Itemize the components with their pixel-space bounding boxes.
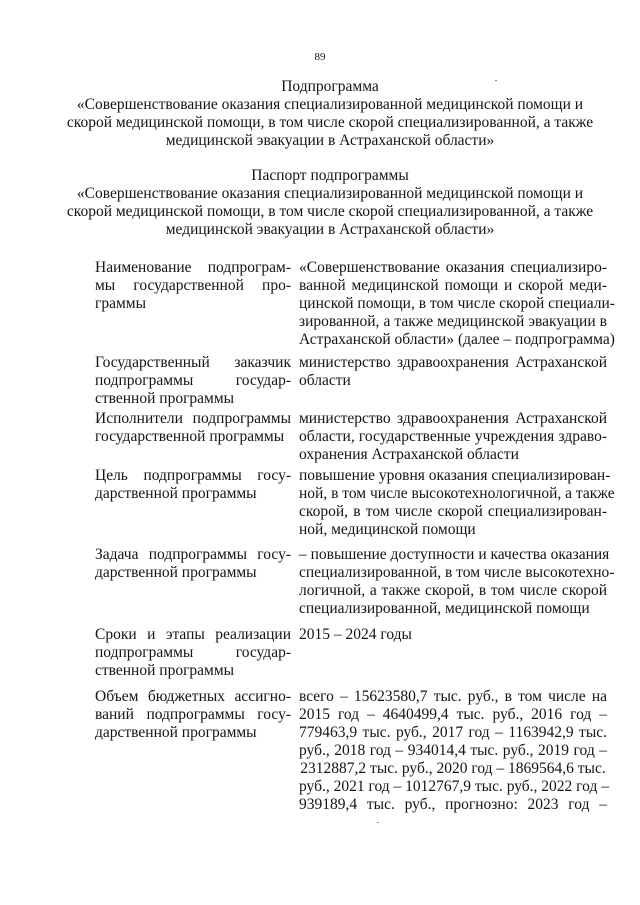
label-line: подпрограммы государ- xyxy=(95,372,291,389)
value-line: 2015 год – 4640499,4 тыс. руб., 2016 год – xyxy=(299,706,607,723)
value-line: области xyxy=(299,372,351,389)
passport-name-line: медицинской эвакуации в Астраханской области» xyxy=(165,221,495,238)
value-line: Астраханской области» (далее – подпрограмма) xyxy=(299,331,615,348)
value-line: специализированной, в том числе высокотехно- xyxy=(299,564,615,581)
label-line: Цель подпрограммы госу- xyxy=(95,467,291,484)
page-number: 89 xyxy=(314,51,326,63)
value-line: ной, в том числе высокотехнологичной, а также xyxy=(299,485,615,502)
row-label xyxy=(95,354,291,408)
subprogram-name-line: «Совершенствование оказания специализированной медицинской помощи и xyxy=(76,96,584,113)
row-label xyxy=(95,688,291,742)
passport-name-line: «Совершенствование оказания специализированной медицинской помощи и xyxy=(76,185,584,202)
label-line: Исполнители подпрограммы xyxy=(95,410,291,427)
subprogram-name-line: медицинской эвакуации в Астраханской области» xyxy=(165,132,495,149)
value-line: цинской помощи, в том числе скорой специали- xyxy=(299,295,615,312)
row-value xyxy=(299,626,607,644)
scan-speck xyxy=(377,822,379,823)
value-line: повышение уровня оказания специализирован- xyxy=(299,467,611,484)
label-line: ваний подпрограммы госу- xyxy=(95,706,291,723)
value-line: 2312887,2 тыс. руб., 2020 год – 1869564,6 тыс. xyxy=(300,760,606,777)
scan-speck xyxy=(495,80,497,81)
row-value xyxy=(299,546,615,618)
value-line: ванной медицинской помощи и скорой меди- xyxy=(299,277,607,294)
row-label xyxy=(95,410,291,446)
value-line: ной, медицинской помощи xyxy=(299,521,476,538)
label-line: подпрограммы государ- xyxy=(95,644,291,661)
label-line: Государственный заказчик xyxy=(95,354,291,371)
row-label xyxy=(95,626,291,680)
value-line: – повышение доступности и качества оказания xyxy=(299,546,610,563)
row-value xyxy=(299,354,607,390)
passport-kind: Паспорт подпрограммы xyxy=(251,167,409,184)
value-line: руб., 2021 год – 1012767,9 тыс. руб., 2022 год – xyxy=(299,778,609,795)
row-value xyxy=(299,467,615,539)
value-line: зированной, а также медицинской эвакуации в xyxy=(299,313,607,330)
subprogram-name-line: скорой медицинской помощи, в том числе скорой специализированной, а также xyxy=(66,114,594,131)
value-line: министерство здравоохранения Астраханской xyxy=(299,410,607,427)
label-line: государственной программы xyxy=(95,428,285,445)
label-line: Задача подпрограммы госу- xyxy=(95,546,291,563)
subprogram-heading xyxy=(60,78,600,150)
label-line: ственной программы xyxy=(95,390,235,407)
subprogram-kind: Подпрограмма xyxy=(281,78,379,95)
row-value xyxy=(299,688,607,814)
value-line: руб., 2018 год – 934014,4 тыс. руб., 2019 год – xyxy=(299,742,607,759)
row-value xyxy=(299,410,607,464)
value-line: скорой, в том числе скорой специализирован- xyxy=(299,503,607,520)
value-line: 939189,4 тыс. руб., прогнозно: 2023 год – xyxy=(299,796,607,813)
label-line: Наименование подпрограм- xyxy=(95,259,291,276)
label-line: дарственной программы xyxy=(95,485,257,502)
value-line: всего – 15623580,7 тыс. руб., в том числе на xyxy=(299,688,607,705)
row-label xyxy=(95,259,291,313)
row-value xyxy=(299,259,615,349)
label-line: дарственной программы xyxy=(95,724,257,741)
value-line: специализированной, медицинской помощи xyxy=(299,600,590,617)
label-line: Сроки и этапы реализации xyxy=(95,626,291,643)
label-line: ственной программы xyxy=(95,662,235,679)
label-line: дарственной программы xyxy=(95,564,257,581)
label-line: Объем бюджетных ассигно- xyxy=(95,688,291,705)
value-line: министерство здравоохранения Астраханской xyxy=(299,354,607,371)
value-line: охранения Астраханской области xyxy=(299,446,519,463)
value-line: 2015 – 2024 годы xyxy=(299,626,412,643)
row-label xyxy=(95,467,291,503)
label-line: мы государственной про- xyxy=(95,277,291,294)
passport-heading xyxy=(60,167,600,239)
label-line: граммы xyxy=(95,295,147,312)
value-line: области, государственные учреждения здраво- xyxy=(299,428,607,445)
value-line: 779463,9 тыс. руб., 2017 год – 1163942,9 тыс. xyxy=(299,724,607,741)
row-label xyxy=(95,546,291,582)
value-line: логичной, а также скорой, в том числе скорой xyxy=(299,582,607,599)
passport-name-line: скорой медицинской помощи, в том числе скорой специализированной, а также xyxy=(66,203,594,220)
value-line: «Совершенствование оказания специализиро- xyxy=(299,259,607,276)
